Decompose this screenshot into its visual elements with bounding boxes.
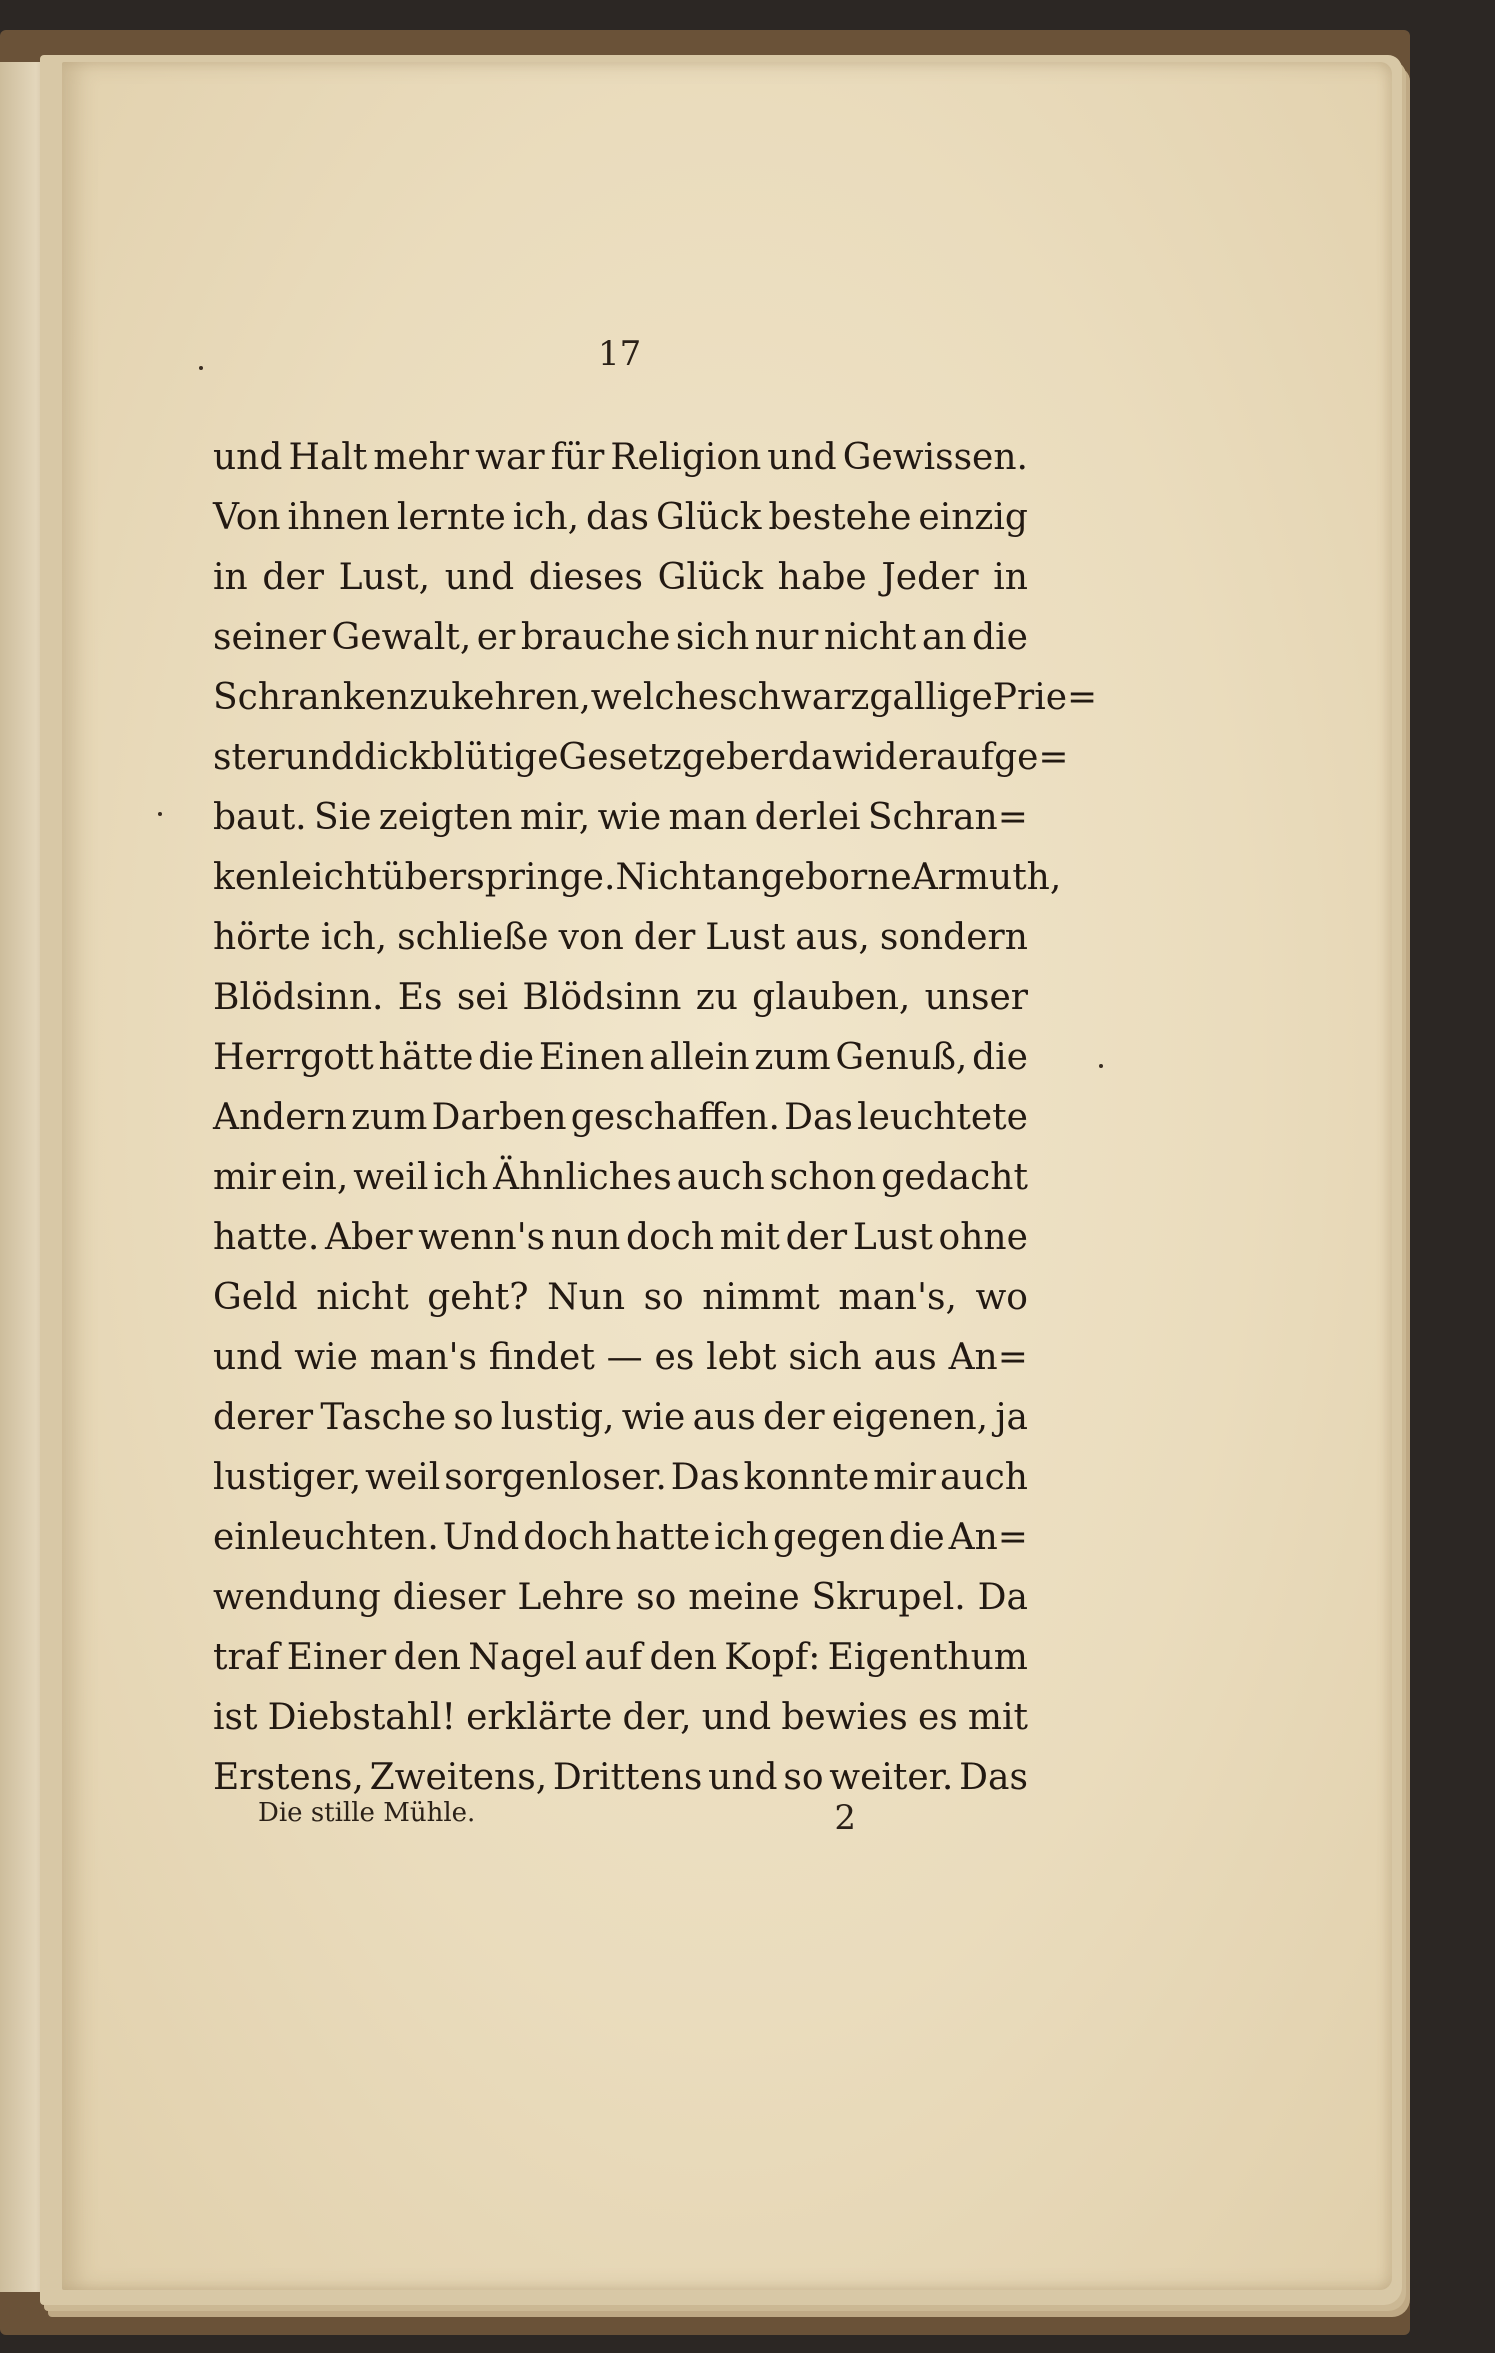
word: findet — [488, 1337, 595, 1378]
word: Nun — [547, 1277, 626, 1318]
word: weil — [353, 1157, 429, 1198]
word: An= — [948, 1517, 1028, 1558]
word: Sie — [313, 797, 372, 838]
text-line — [213, 668, 1098, 728]
word: ihnen — [287, 497, 390, 538]
text-line — [213, 1448, 1028, 1508]
word: seiner — [213, 617, 326, 658]
word: ich, — [320, 917, 388, 958]
text-line — [213, 968, 1028, 1028]
word: angeborne — [716, 857, 912, 898]
word: Gewissen. — [842, 437, 1028, 478]
text-line — [213, 1328, 1028, 1388]
word: so — [643, 1277, 684, 1318]
signature-mark: 2 — [834, 1798, 856, 1838]
word: Halt — [288, 437, 368, 478]
word: leuchtete — [857, 1097, 1028, 1138]
word: wie — [621, 1397, 686, 1438]
word: der — [785, 1217, 848, 1258]
word: meine — [688, 1577, 800, 1618]
word: Da — [977, 1577, 1028, 1618]
word: Einen — [538, 1037, 645, 1078]
word: der — [262, 557, 324, 598]
word: traf — [213, 1637, 280, 1678]
word: schon — [769, 1157, 877, 1198]
word: man's — [369, 1337, 477, 1378]
word: welche — [590, 677, 720, 718]
word: mir, — [519, 797, 591, 838]
word: sorgenloser. — [444, 1457, 667, 1498]
word: hatte. — [213, 1217, 320, 1258]
word: bewies — [781, 1697, 908, 1738]
text-line — [213, 1508, 1028, 1568]
word: schwarzgallige — [719, 677, 993, 718]
word: geht? — [427, 1277, 529, 1318]
word: sei — [456, 977, 509, 1018]
word: gedacht — [881, 1157, 1028, 1198]
text-line — [213, 488, 1028, 548]
word: Diebstahl! — [267, 1697, 456, 1738]
word: derer — [213, 1397, 314, 1438]
word: in — [213, 557, 248, 598]
body-text — [213, 428, 1098, 1808]
word: derlei — [754, 797, 861, 838]
word: aus — [692, 1397, 756, 1438]
word: doch — [626, 1217, 715, 1258]
word: nimmt — [702, 1277, 820, 1318]
word: den — [649, 1637, 718, 1678]
word: und — [213, 1337, 283, 1378]
word: Tasche — [320, 1397, 447, 1438]
word: dieses — [528, 557, 643, 598]
word: Eigenthum — [827, 1637, 1028, 1678]
text-line — [213, 1568, 1028, 1628]
paper-speck — [1099, 1064, 1103, 1068]
word: wo — [975, 1277, 1028, 1318]
word: und — [767, 437, 837, 478]
text-line — [213, 1688, 1028, 1748]
word: Lust — [705, 917, 786, 958]
word: so — [783, 1757, 824, 1798]
word: das — [586, 497, 650, 538]
word: und — [701, 1697, 772, 1738]
word: zu — [695, 977, 738, 1018]
word: Blödsinn. — [213, 977, 384, 1018]
word: An= — [948, 1337, 1028, 1378]
paper-speck — [199, 366, 203, 370]
word: erklärte — [466, 1697, 613, 1738]
word: in — [993, 557, 1028, 598]
word: wendung — [213, 1577, 381, 1618]
word: man — [668, 797, 748, 838]
word: weiter. — [829, 1757, 954, 1798]
text-line — [213, 1268, 1028, 1328]
word: einleuchten. — [213, 1517, 439, 1558]
word: Armuth, — [911, 857, 1062, 898]
word: der — [633, 917, 696, 958]
word: und — [444, 557, 515, 598]
footer-signature — [258, 1798, 856, 1838]
word: doch — [523, 1517, 612, 1558]
word: Glück — [657, 557, 764, 598]
word: ohne — [938, 1217, 1028, 1258]
word: wenn's — [418, 1217, 546, 1258]
word: baut. — [213, 797, 307, 838]
word: ein, — [280, 1157, 349, 1198]
word: geschaffen. — [570, 1097, 780, 1138]
word: lebt — [706, 1337, 777, 1378]
word: auf — [584, 1637, 643, 1678]
signature-title: Die stille Mühle. — [258, 1798, 476, 1828]
word: Ähnliches — [493, 1157, 672, 1198]
word: zeigten — [378, 797, 513, 838]
word: sich — [788, 1337, 862, 1378]
word: mehr — [373, 437, 470, 478]
word: Genuß, — [835, 1037, 968, 1078]
word: die — [478, 1037, 535, 1078]
word: Es — [397, 977, 443, 1018]
word: Und — [442, 1517, 520, 1558]
word: nicht — [823, 617, 917, 658]
word: lustiger, — [213, 1457, 362, 1498]
word: Geld — [213, 1277, 298, 1318]
word: Schranken — [213, 677, 410, 718]
word: den — [393, 1637, 461, 1678]
word: nun — [550, 1217, 621, 1258]
word: so — [636, 1577, 677, 1618]
word: Einer — [286, 1637, 387, 1678]
word: ster — [213, 737, 285, 778]
word: nicht — [316, 1277, 409, 1318]
text-line — [213, 728, 1069, 788]
word: ich, — [512, 497, 580, 538]
text-line — [213, 608, 1028, 668]
word: überspringe. — [381, 857, 616, 898]
word: Nicht — [615, 857, 717, 898]
word: man's, — [838, 1277, 957, 1318]
word: und — [284, 737, 354, 778]
word: auch — [939, 1457, 1028, 1498]
word: lustig, — [500, 1397, 615, 1438]
word: weil — [365, 1457, 441, 1498]
word: der, — [622, 1697, 692, 1738]
word: Herrgott — [213, 1037, 374, 1078]
word: sich — [675, 617, 750, 658]
word: Drittens — [552, 1757, 703, 1798]
word: Blödsinn — [522, 977, 682, 1018]
word: zum — [754, 1037, 831, 1078]
word: dieser — [392, 1577, 506, 1618]
word: bestehe — [768, 497, 912, 538]
text-line — [213, 1628, 1028, 1688]
word: brauche — [520, 617, 671, 658]
word: glauben, — [752, 977, 911, 1018]
word: Zweitens, — [369, 1757, 548, 1798]
word: mir — [213, 1157, 276, 1198]
word: Das — [784, 1097, 853, 1138]
word: kehren, — [451, 677, 591, 718]
word: von — [558, 917, 624, 958]
word: Nagel — [468, 1637, 578, 1678]
word: ist — [213, 1697, 258, 1738]
word: aus — [873, 1337, 937, 1378]
word: sondern — [879, 917, 1028, 958]
word: und — [708, 1757, 778, 1798]
word: es — [654, 1337, 695, 1378]
word: so — [453, 1397, 494, 1438]
text-line — [213, 1088, 1028, 1148]
text-line — [213, 428, 1028, 488]
word: mit — [719, 1217, 780, 1258]
word: mir — [873, 1457, 936, 1498]
word: die — [972, 1037, 1028, 1078]
word: ich — [714, 1517, 769, 1558]
word: aus, — [795, 917, 870, 958]
word: Lust, — [338, 557, 431, 598]
text-line — [213, 788, 1028, 848]
word: aufge= — [936, 737, 1069, 778]
word: Gewalt, — [331, 617, 472, 658]
word: leicht — [279, 857, 382, 898]
word: und — [213, 437, 283, 478]
paper-speck — [158, 812, 162, 816]
word: Lust — [852, 1217, 933, 1258]
word: konnte — [743, 1457, 870, 1498]
word: Skrupel. — [811, 1577, 966, 1618]
word: Andern — [213, 1097, 347, 1138]
word: schließe — [397, 917, 549, 958]
word: lernte — [396, 497, 506, 538]
word: Das — [670, 1457, 740, 1498]
word: — — [606, 1337, 643, 1378]
word: es — [917, 1697, 958, 1738]
text-line — [213, 1388, 1028, 1448]
word: Das — [959, 1757, 1028, 1798]
word: ich — [433, 1157, 489, 1198]
word: mit — [967, 1697, 1028, 1738]
word: gegen — [772, 1517, 885, 1558]
word: hatte — [615, 1517, 711, 1558]
word: die — [888, 1517, 945, 1558]
word: Schran= — [867, 797, 1028, 838]
word: ken — [213, 857, 280, 898]
word: zum — [351, 1097, 428, 1138]
word: hätte — [378, 1037, 474, 1078]
word: zu — [409, 677, 452, 718]
word: Gesetzgeber — [558, 737, 788, 778]
word: dawider — [787, 737, 937, 778]
word: Darben — [431, 1097, 567, 1138]
word: auch — [676, 1157, 765, 1198]
word: einzig — [918, 497, 1028, 538]
word: an — [921, 617, 967, 658]
word: wie — [597, 797, 662, 838]
word: Jeder — [881, 557, 979, 598]
text-line — [213, 1028, 1028, 1088]
word: habe — [777, 557, 867, 598]
word: hörte — [213, 917, 311, 958]
word: allein — [649, 1037, 750, 1078]
word: Aber — [325, 1217, 413, 1258]
word: ja — [995, 1397, 1028, 1438]
word: Kopf: — [724, 1637, 821, 1678]
word: er — [476, 617, 516, 658]
text-line — [213, 1148, 1028, 1208]
word: unser — [924, 977, 1028, 1018]
word: Glück — [655, 497, 762, 538]
text-line — [213, 548, 1028, 608]
word: wie — [294, 1337, 358, 1378]
text-line — [213, 848, 1062, 908]
text-line — [213, 908, 1028, 968]
word: Lehre — [517, 1577, 625, 1618]
word: Erstens, — [213, 1757, 364, 1798]
word: Religion — [610, 437, 762, 478]
text-line — [213, 1208, 1028, 1268]
word: nur — [754, 617, 819, 658]
word: eigenen, — [831, 1397, 989, 1438]
word: Von — [213, 497, 281, 538]
word: die — [972, 617, 1028, 658]
word: war — [475, 437, 545, 478]
word: der — [762, 1397, 825, 1438]
word: für — [550, 437, 605, 478]
page-number: 17 — [598, 334, 642, 374]
word: dickblütige — [353, 737, 559, 778]
word: Prie= — [992, 677, 1098, 718]
